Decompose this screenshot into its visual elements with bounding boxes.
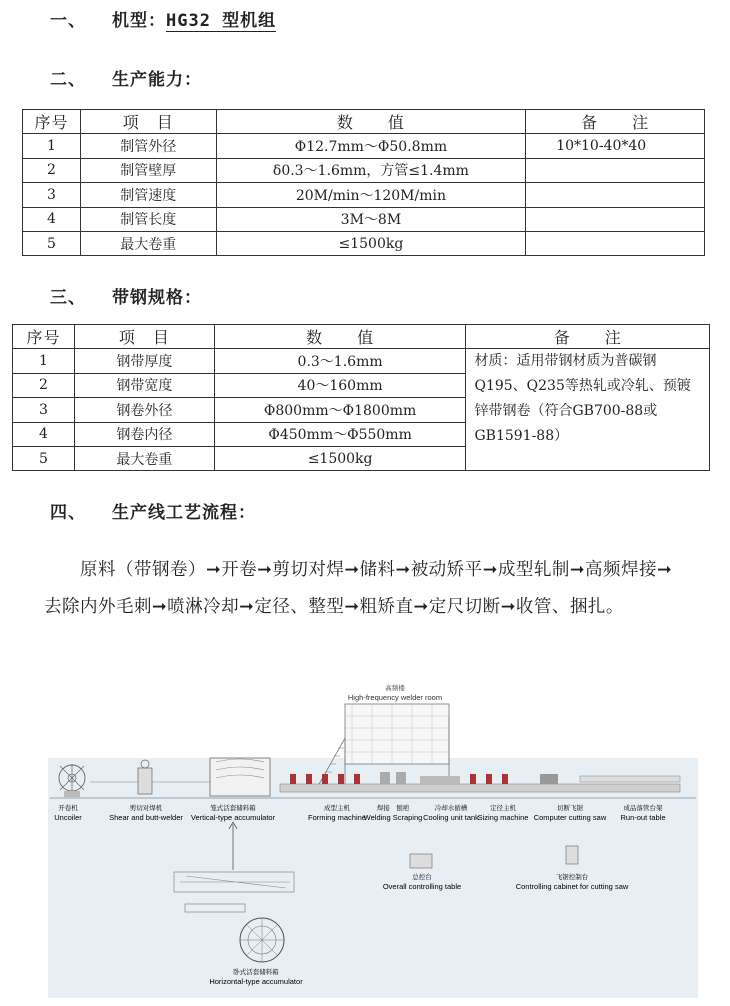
table-row	[23, 134, 705, 158]
arrow-right-icon: ➞	[344, 560, 360, 580]
arrow-right-icon: ➞	[257, 560, 273, 580]
capacity-table-header	[23, 110, 705, 134]
row-item: 钢卷外径	[74, 398, 214, 422]
process-step: 被动矫平	[410, 560, 483, 580]
row-note	[526, 231, 705, 255]
row-value: Φ12.7mm～Φ50.8mm	[216, 134, 526, 158]
shear-welder-en: Shear and butt-welder	[109, 813, 183, 822]
row-item: 钢卷内径	[74, 422, 214, 446]
process-step: 剪切对焊	[272, 560, 345, 580]
arrow-right-icon: ➞	[206, 560, 222, 580]
row-item: 最大卷重	[80, 231, 216, 255]
section-1-number: 一、	[50, 11, 86, 31]
process-step: 粗矫直	[359, 597, 414, 617]
header-no: 序号	[23, 110, 81, 134]
section-4-label: 生产线工艺流程：	[112, 503, 256, 523]
header-item: 项 目	[80, 110, 216, 134]
production-line-illustration	[40, 676, 700, 1004]
row-no: 2	[23, 158, 81, 182]
row-item: 制管速度	[80, 183, 216, 207]
uncoiler-en: Uncoiler	[54, 813, 82, 822]
overall-table-cn: 总控台	[412, 874, 432, 881]
arrow-right-icon: ➞	[344, 597, 360, 617]
arrow-right-icon: ➞	[413, 597, 429, 617]
cutting-saw-cn: 切断飞锯	[557, 805, 583, 812]
process-step: 定径、整型	[254, 597, 345, 617]
arrow-right-icon: ➞	[482, 560, 498, 580]
row-item: 制管外径	[80, 134, 216, 158]
run-out-table-cn: 成品落管台架	[623, 805, 663, 812]
arrow-right-icon: ➞	[569, 560, 586, 580]
row-value: 40～160mm	[214, 373, 466, 397]
header-value: 数 值	[216, 110, 526, 134]
row-item: 制管壁厚	[80, 158, 216, 182]
strip-table	[12, 324, 710, 471]
production-line-diagram	[40, 676, 700, 1004]
process-step: 收管、捆扎。	[515, 597, 624, 617]
section-4-heading	[50, 498, 256, 523]
process-step: 成型轧制	[497, 560, 570, 580]
table-row	[23, 158, 705, 182]
row-note	[526, 183, 705, 207]
section-1-heading	[50, 6, 276, 31]
row-value: Φ450mm～Φ550mm	[214, 422, 466, 446]
machine-model: HG32 型机组	[166, 11, 277, 31]
section-3-number: 三、	[50, 288, 86, 308]
row-item: 制管长度	[80, 207, 216, 231]
row-no: 4	[13, 422, 75, 446]
header-note: 备 注	[466, 325, 710, 349]
row-no: 3	[13, 398, 75, 422]
cabinet-cn: 飞锯控制台	[555, 874, 589, 881]
cutting-saw-en: Computer cutting saw	[533, 813, 607, 822]
row-item: 钢带宽度	[74, 373, 214, 397]
process-step: 去除内外毛刺	[44, 597, 152, 617]
strip-material-note: 材质：适用带钢材质为普碳钢Q195、Q235等热轧或冷轧、预镀锌带钢卷（符合GB700-88或GB1591-88）	[466, 349, 710, 471]
header-value: 数 值	[214, 325, 466, 349]
strip-table-header	[13, 325, 710, 349]
row-value: 3M～8M	[216, 207, 526, 231]
overall-table-en: Overall controlling table	[382, 882, 462, 891]
row-no: 1	[13, 349, 75, 373]
forming-machine-cn: 成型主机	[324, 805, 350, 812]
row-note: 10*10-40*40	[526, 134, 705, 158]
process-flow-text	[44, 552, 676, 626]
process-step: 高频焊接	[585, 560, 658, 580]
row-no: 4	[23, 207, 81, 231]
row-value: ≤1500kg	[216, 231, 526, 255]
section-2-label: 生产能力：	[112, 70, 202, 90]
process-step: 储料	[359, 560, 396, 580]
arrow-right-icon: ➞	[395, 560, 411, 580]
sizing-machine-cn: 定径主机	[490, 805, 516, 812]
table-row	[23, 231, 705, 255]
arrow-right-icon: ➞	[239, 597, 255, 617]
cabinet-en: Controlling cabinet for cutting saw	[515, 882, 629, 891]
row-value: δ0.3～1.6mm，方管≤1.4mm	[216, 158, 526, 182]
capacity-table	[22, 109, 705, 256]
sizing-machine-en: Sizing machine	[477, 813, 529, 822]
welder-room-cn: 高频楼	[385, 685, 405, 692]
section-3-label: 带钢规格：	[112, 288, 202, 308]
process-step: 开卷	[221, 560, 258, 580]
row-value: ≤1500kg	[214, 446, 466, 470]
welding-scraping-en: Welding Scraping	[363, 813, 423, 822]
section-2-heading	[50, 65, 202, 90]
arrow-right-icon: ➞	[152, 597, 168, 617]
welding-scraping-cn: 焊接 刨疤	[376, 805, 410, 812]
uncoiler-cn: 开卷机	[58, 805, 78, 812]
vertical-accumulator-en: Vertical-type accumulator	[190, 813, 276, 822]
section-1-label: 机型：	[112, 11, 166, 31]
cooling-tank-cn: 冷却水循槽	[434, 805, 468, 812]
row-no: 1	[23, 134, 81, 158]
row-value: Φ800mm～Φ1800mm	[214, 398, 466, 422]
table-row	[23, 183, 705, 207]
arrow-right-icon: ➞	[500, 597, 516, 617]
cooling-tank-en: Cooling unit tank	[423, 813, 479, 822]
table-row	[23, 207, 705, 231]
process-step: 原料（带钢卷）	[80, 560, 206, 580]
row-no: 5	[13, 446, 75, 470]
shear-welder-cn: 剪切对焊机	[129, 805, 163, 812]
row-item: 最大卷重	[74, 446, 214, 470]
table-row	[13, 349, 710, 373]
horizontal-accumulator-cn: 卧式活套储料箱	[233, 969, 279, 976]
vertical-accumulator-cn: 笼式活套储料箱	[210, 805, 256, 812]
run-out-table-en: Run-out table	[620, 813, 666, 822]
row-note	[526, 207, 705, 231]
row-value: 20M/min～120M/min	[216, 183, 526, 207]
row-no: 3	[23, 183, 81, 207]
header-item: 项 目	[74, 325, 214, 349]
welder-room-en: High-frequency welder room	[347, 693, 443, 702]
header-note: 备 注	[526, 110, 705, 134]
row-value: 0.3～1.6mm	[214, 349, 466, 373]
section-3-heading	[50, 283, 202, 308]
row-note	[526, 158, 705, 182]
section-2-number: 二、	[50, 70, 86, 90]
forming-machine-en: Forming machine	[308, 813, 366, 822]
horizontal-accumulator-en: Horizontal-type accumulator	[209, 977, 303, 986]
process-step: 定尺切断	[428, 597, 501, 617]
header-no: 序号	[13, 325, 75, 349]
row-no: 2	[13, 373, 75, 397]
row-no: 5	[23, 231, 81, 255]
row-item: 钢带厚度	[74, 349, 214, 373]
section-4-number: 四、	[50, 503, 86, 523]
arrow-right-icon: ➞	[657, 560, 673, 580]
process-step: 喷淋冷却	[167, 597, 240, 617]
